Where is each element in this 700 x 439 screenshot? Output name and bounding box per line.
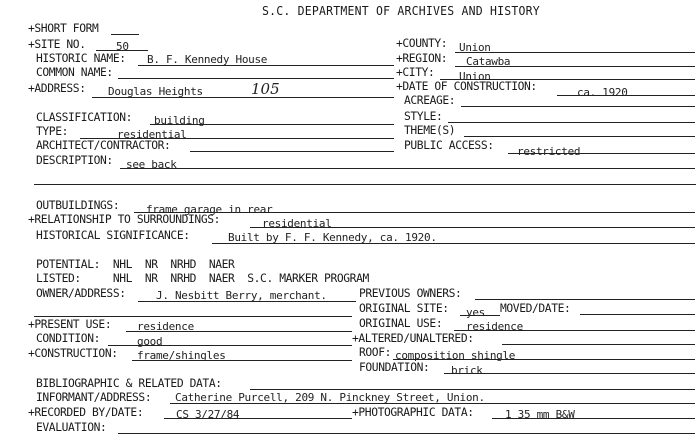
present-use-value: residence (137, 320, 194, 333)
relationship-line (250, 227, 695, 228)
date-of-construction-value: ca. 1920 (577, 86, 628, 99)
description-label: DESCRIPTION: (36, 153, 113, 168)
construction-value: frame/shingles (137, 349, 226, 362)
previous-owners-line (475, 299, 695, 300)
altered-line (502, 344, 695, 345)
date-of-construction-line (557, 95, 695, 96)
original-use-value: residence (466, 320, 523, 333)
moved-date-label: MOVED/DATE: (500, 301, 571, 316)
themes-line (464, 136, 695, 137)
moved-date-line (580, 314, 695, 315)
architect-label: ARCHITECT/CONTRACTOR: (36, 138, 171, 153)
region-value: Catawba (466, 55, 511, 68)
style-label: STYLE: (404, 109, 443, 124)
listed-label: LISTED: NHL NR NRHD NAER S.C. MARKER PROGRAM (36, 271, 369, 286)
bibliographic-line (250, 389, 695, 390)
type-label: TYPE: (36, 124, 69, 139)
county-label: +COUNTY: (396, 36, 448, 51)
acreage-label: ACREAGE: (404, 93, 456, 108)
outbuildings-value: frame garage in rear (146, 203, 273, 216)
classification-value: building (154, 114, 205, 127)
themes-label: THEME(S) (404, 123, 456, 138)
foundation-label: FOUNDATION: (359, 360, 430, 375)
condition-value: good (137, 335, 163, 348)
condition-line (108, 345, 352, 346)
original-site-label: ORIGINAL SITE: (359, 301, 449, 316)
evaluation-label: EVALUATION: (36, 420, 107, 435)
original-site-line (460, 315, 500, 316)
description-value: see back (126, 158, 177, 171)
historical-significance-value: Built by F. F. Kennedy, ca. 1920. (228, 231, 437, 244)
photographic-data-value: 1 35 mm B&W (505, 408, 575, 421)
construction-label: +CONSTRUCTION: (28, 346, 118, 361)
architect-line (190, 151, 394, 152)
recorded-by-label: +RECORDED BY/DATE: (28, 405, 144, 420)
site-no-value: 50 (116, 40, 129, 53)
county-value: Union (459, 41, 491, 54)
roof-line (393, 359, 695, 360)
county-line (455, 52, 695, 53)
construction-line (132, 360, 352, 361)
photographic-data-line (492, 418, 695, 419)
short-form-line (111, 34, 139, 35)
style-line (448, 122, 695, 123)
present-use-line (126, 331, 352, 332)
historical-significance-label: HISTORICAL SIGNIFICANCE: (36, 228, 190, 243)
acreage-line (461, 106, 695, 107)
owner-address-line (138, 301, 356, 302)
present-use-label: +PRESENT USE: (28, 317, 112, 332)
photographic-data-label: +PHOTOGRAPHIC DATA: (352, 405, 474, 420)
evaluation-line (118, 433, 695, 434)
informant-line (170, 403, 695, 404)
address-line (92, 97, 394, 98)
common-name-line (118, 78, 394, 79)
owner-address-value: J. Nesbitt Berry, merchant. (156, 289, 327, 302)
region-label: +REGION: (396, 51, 448, 66)
site-no-label: +SITE NO. (28, 37, 86, 52)
original-use-line (454, 330, 695, 331)
common-name-label: COMMON NAME: (36, 65, 113, 80)
description-line-1 (120, 168, 695, 169)
short-form-label: +SHORT FORM (28, 21, 99, 36)
original-site-value: yes (466, 306, 485, 319)
address-label: +ADDRESS: (28, 81, 86, 96)
owner-address-label: OWNER/ADDRESS: (36, 286, 126, 301)
address-value: Douglas Heights (108, 85, 203, 98)
informant-value: Catherine Purcell, 209 N. Pinckney Street, Union. (175, 391, 485, 404)
roof-label: ROOF: (359, 345, 392, 360)
address-handwritten-number: 105 (251, 80, 280, 98)
city-label: +CITY: (396, 65, 435, 80)
previous-owners-label: PREVIOUS OWNERS: (359, 286, 462, 301)
classification-line (150, 124, 394, 125)
type-value: residential (117, 128, 187, 141)
historic-name-label: HISTORIC NAME: (36, 51, 126, 66)
public-access-value: restricted (517, 145, 581, 158)
roof-value: composition shingle (395, 349, 516, 362)
relationship-label: +RELATIONSHIP TO SURROUNDINGS: (28, 212, 221, 227)
historic-name-line (138, 65, 394, 66)
city-value: Union (459, 70, 491, 83)
informant-label: INFORMANT/ADDRESS: (36, 390, 152, 405)
recorded-by-line (164, 418, 352, 419)
description-line-2 (34, 184, 696, 185)
region-line (455, 66, 695, 67)
bibliographic-label: BIBLIOGRAPHIC & RELATED DATA: (36, 376, 222, 391)
condition-label: CONDITION: (36, 331, 101, 346)
date-of-construction-label: +DATE OF CONSTRUCTION: (396, 79, 537, 94)
outbuildings-label: OUTBUILDINGS: (36, 198, 120, 213)
original-use-label: ORIGINAL USE: (359, 316, 443, 331)
foundation-line (444, 373, 695, 374)
altered-label: +ALTERED/UNALTERED: (352, 331, 474, 346)
relationship-value: residential (262, 217, 332, 230)
historic-name-value: B. F. Kennedy House (147, 53, 268, 66)
public-access-line (508, 153, 695, 154)
public-access-label: PUBLIC ACCESS: (404, 138, 494, 153)
foundation-value: brick (451, 364, 483, 377)
recorded-by-value: CS 3/27/84 (176, 408, 240, 421)
classification-label: CLASSIFICATION: (36, 110, 133, 125)
potential-label: POTENTIAL: NHL NR NRHD NAER (36, 257, 235, 272)
historical-significance-line (212, 243, 695, 244)
form-header: S.C. DEPARTMENT OF ARCHIVES AND HISTORY (262, 3, 540, 19)
